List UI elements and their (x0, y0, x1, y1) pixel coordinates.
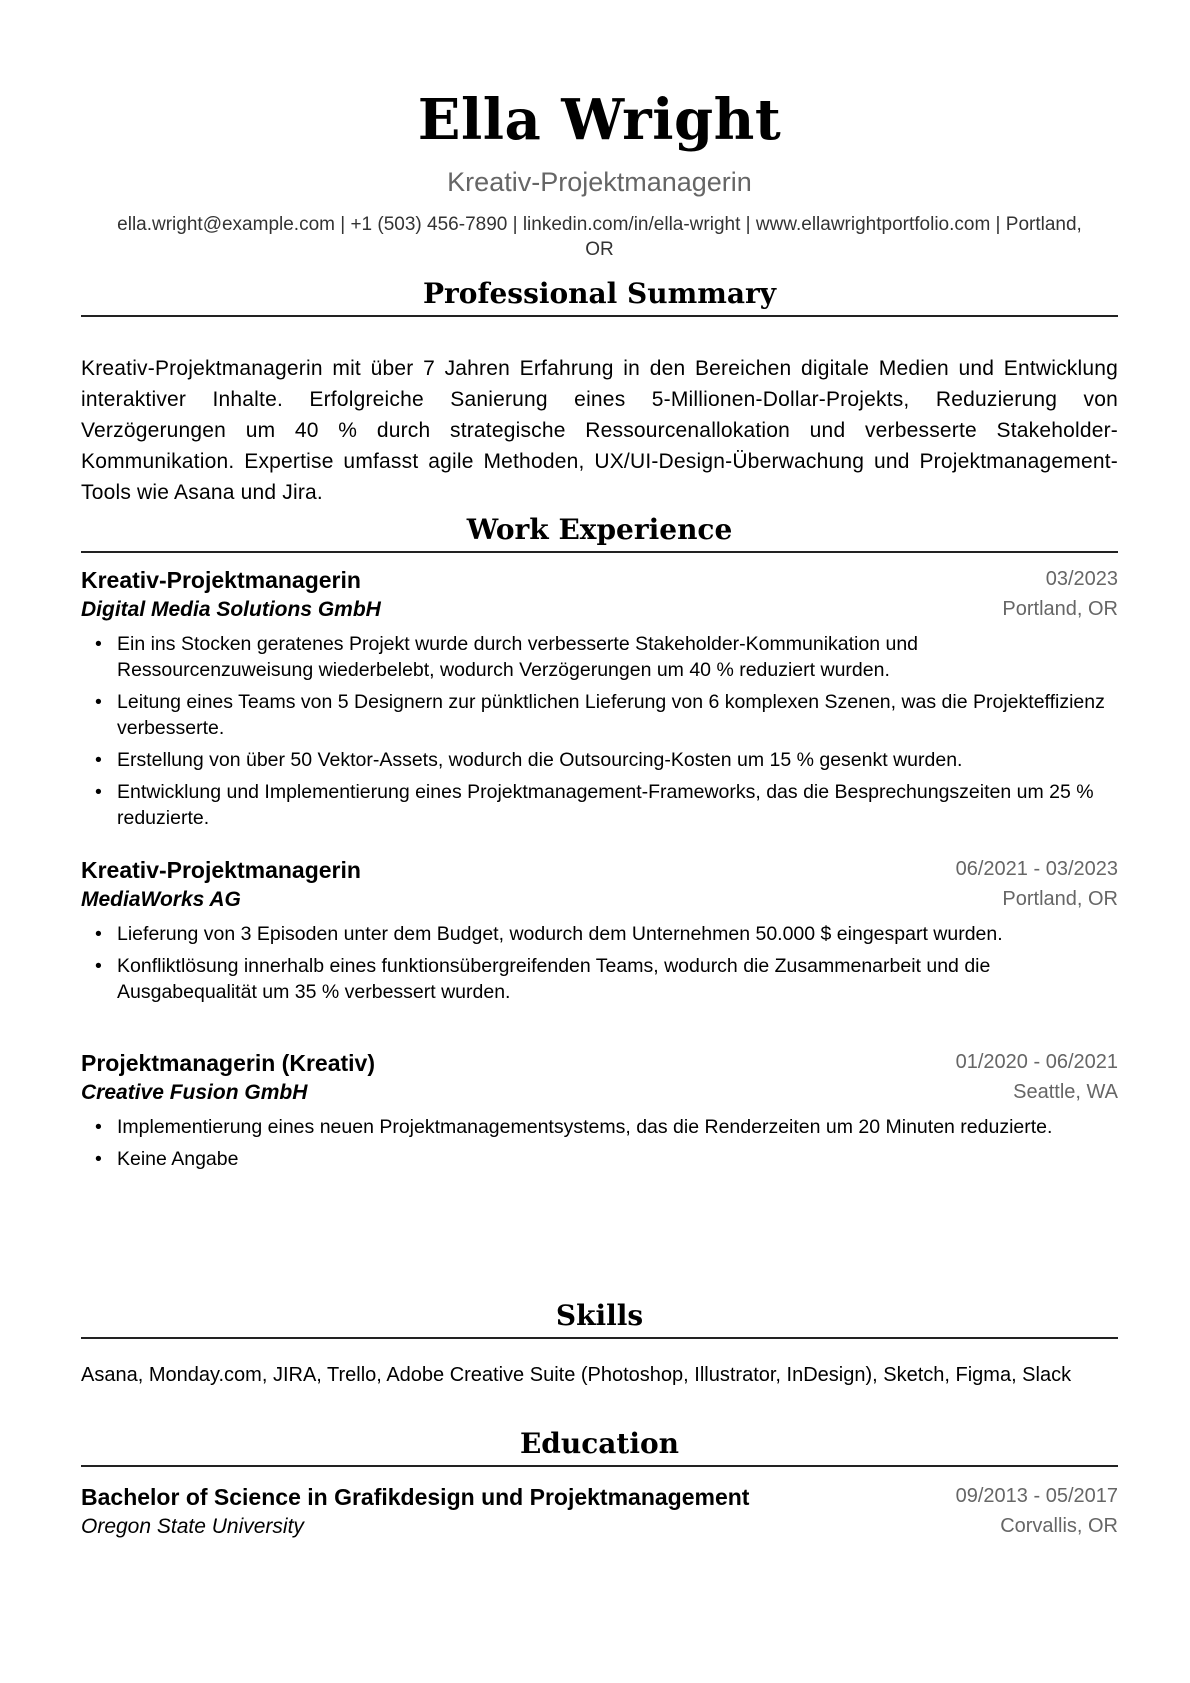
company-name: Digital Media Solutions GmbH (81, 598, 381, 621)
section-divider (81, 1465, 1118, 1467)
job-entry (81, 1048, 1118, 1178)
bullet-icon: • (95, 1116, 102, 1138)
section-heading-summary: Professional Summary (422, 277, 777, 310)
bullet-icon: • (95, 923, 102, 945)
contact-line: OR (585, 239, 614, 260)
bullet-item: • Lieferung von 3 Episoden unter dem Budget, wodurch dem Unternehmen 50.000 $ eingespart wurden. (95, 923, 1003, 945)
skills-list: Asana, Monday.com, JIRA, Trello, Adobe Creative Suite (Photoshop, Illustrator, InDesign), Sketch, Figma, Slack (81, 1364, 1072, 1386)
bullet-item: • Entwicklung und Implementierung eines Projektmanagement-Frameworks, das die Besprechungszeiten um 25 % reduzierte. (95, 781, 1094, 829)
job-bullets (81, 1114, 1118, 1172)
section-heading-skills: Skills (555, 1299, 644, 1332)
job-bullets (81, 921, 1118, 1005)
bullet-item: • Keine Angabe (95, 1148, 239, 1170)
contact-info (81, 212, 1118, 262)
job-date: 03/2023 (1045, 568, 1118, 590)
bullet-icon: • (95, 633, 102, 655)
bullet-item: • Konfliktlösung innerhalb eines funktionsübergreifenden Teams, wodurch die Zusammenarbeit und die Ausgabequalität um 35 % verbessert wurden. (95, 955, 991, 1003)
bullet-item: • Leitung eines Teams von 5 Designern zur pünktlichen Lieferung von 6 komplexen Szenen, was die Projekteffizienz verbesserte. (95, 691, 1105, 739)
section-divider (81, 1337, 1118, 1339)
contact-line: ella.wright@example.com | +1 (503) 456-7890 | linkedin.com/in/ella-wright | www.ellawrightportfolio.com | Portland, (117, 214, 1082, 235)
bullet-icon: • (95, 749, 102, 771)
job-date: 06/2021 - 03/2023 (955, 858, 1118, 880)
job-location: Portland, OR (1002, 888, 1118, 910)
education-entry (81, 1482, 1118, 1542)
job-title: Kreativ-Projektmanagerin (81, 857, 361, 883)
bullet-icon: • (95, 955, 102, 977)
job-entry (81, 855, 1118, 1011)
degree-title: Bachelor of Science in Grafikdesign und Projektmanagement (81, 1484, 750, 1510)
bullet-item: • Erstellung von über 50 Vektor-Assets, wodurch die Outsourcing-Kosten um 15 % gesenkt wurden. (95, 749, 963, 771)
candidate-name: Ella Wright (417, 87, 782, 153)
education-date: 09/2013 - 05/2017 (955, 1485, 1118, 1507)
job-title: Projektmanagerin (Kreativ) (81, 1050, 375, 1076)
job-entry (81, 565, 1118, 837)
section-heading-education: Education (519, 1427, 680, 1460)
bullet-icon: • (95, 691, 102, 713)
job-bullets (81, 631, 1118, 831)
bullet-item: • Implementierung eines neuen Projektmanagementsystems, das die Renderzeiten um 20 Minuten reduzierte. (95, 1116, 1053, 1138)
bullet-icon: • (95, 781, 102, 803)
section-heading-experience: Work Experience (466, 513, 733, 546)
company-name: Creative Fusion GmbH (81, 1081, 308, 1104)
education-location: Corvallis, OR (1000, 1515, 1118, 1537)
section-divider (81, 315, 1118, 317)
school-name: Oregon State University (81, 1515, 304, 1538)
candidate-title: Kreativ-Projektmanagerin (447, 167, 752, 197)
bullet-item: • Ein ins Stocken geratenes Projekt wurde durch verbesserte Stakeholder-Kommunikation und Ressourcenzuweisung wiederbelebt, wodurch Verzögerungen um 40 % reduziert wurden. (95, 633, 919, 681)
job-location: Seattle, WA (1013, 1081, 1118, 1103)
summary-text: Kreativ-Projektmanagerin mit über 7 Jahren Erfahrung in den Bereichen digitale Medien und Entwicklung interaktiver Inhalte. Erfolgreiche Sanierung eines 5-Millionen-Dollar-Projekts, Reduzierung von Verzögerungen um 40 % durch strategische Ressourcenallokation und verbesserte Stakeholder-Kommunikation. Expertise umfasst agile Methoden, UX/UI-Design-Überwachung und Projektmanagement-Tools wie Asana und Jira. (81, 357, 1118, 504)
job-date: 01/2020 - 06/2021 (955, 1051, 1118, 1073)
job-location: Portland, OR (1002, 598, 1118, 620)
company-name: MediaWorks AG (81, 888, 241, 911)
section-divider (81, 551, 1118, 553)
bullet-icon: • (95, 1148, 102, 1170)
job-title: Kreativ-Projektmanagerin (81, 567, 361, 593)
